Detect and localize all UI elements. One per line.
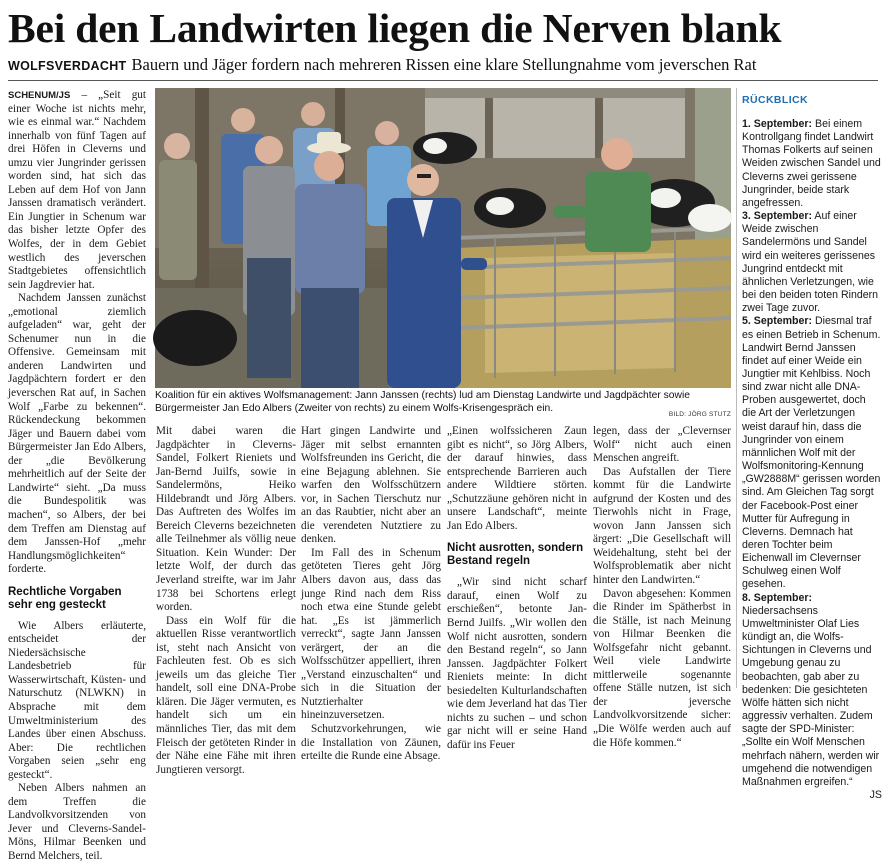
timeline-text: Bei einem Kontrollgang findet Landwirt Thomas Folkerts auf seinen Weiden zwischen Sandel und Cleverns zwei gerissene Jungrinder, beide stark angefressen. (742, 118, 881, 209)
paragraph: „Einen wolfssicheren Zaun gibt es nicht“, so Jörg Albers, der darauf hinwies, dass entsprechende Barrieren auch andere Wildtiere störten. „Schutzzäune gehören nicht in unsere Landschaft“, meinte Jan Edo Albers. (447, 425, 587, 532)
subheadline (8, 55, 878, 77)
timeline-item (742, 118, 882, 210)
paragraph: Im Fall des in Schenum getöteten Tieres geht Jörg Albers davon aus, dass das junge Rind nach dem Riss noch etwa eine Stunde gelebt hat. „Es ist jämmerlich verreckt“, sagte Jann Janssen verärgert, der an die Wolfsschützer appelliert, ihren „Verstand einzuschalten“ und sich in die Situation der Nutztierhalter hineinzuversetzen. (301, 546, 441, 722)
paragraph: Dass ein Wolf für die aktuellen Risse verantwortlich ist, steht nach Ansicht von Fachleuten fest. Ob es sich jeweils um das gleiche Tier handelt, soll eine DNA-Probe klären. Die Jäger vermuten, es handelt sich um ein männliches Tier, das mit dem Fleisch der getöteten Rinder in der Nähe eine Fähe mit ihren Jungtieren versorgt. (156, 614, 296, 776)
paragraph: „Wir sind nicht scharf darauf, einen Wolf zu erschießen“, betonte Jan-Bernd Juilfs. „Wir wollen den Wolf nicht ausrotten, sondern den Bestand regeln“, so Jann Janssen. Jagdpächter Folkert Rieniets meinte: In dicht besiedelten Kulturlandschaften wie dem Jeverland hat das Tier nichts zu suchen – und schon gar nicht will er seine Hand dafür ins Feuer (447, 576, 587, 751)
kicker: WOLFSVERDACHT (8, 59, 127, 73)
article-column-5 (593, 425, 731, 749)
paragraph: Das Aufstallen der Tiere kommt für die Landwirte aufgrund der Kosten und des Tierwohls nicht in Frage, wovon Jann Janssen sich ärgert: „Die Gesellschaft will Weidehaltung, steht bei der Wolfsproblematik aber nicht hinter den Landwirten.“ (593, 465, 731, 587)
paragraph: – „Seit gut einer Woche ist nichts mehr, wie es einmal war.“ Nachdem innerhalb von fünf Tagen auf drei Höfen in Cleverns und umzu vier Jungrinder gerissen worden sind, hat sich das Leben auf dem Hof von Jann Janssen dramatisch verändert. Ein Jungtier in Schenum war das bisher letzte Opfer des Wolfes, der in dem Gebiet westlich des jeverschen Stadtgebietes offensichtlich sein Jagdrevier hat. (8, 89, 146, 291)
header-rule (8, 80, 878, 81)
paragraph: Neben Albers nahmen an dem Treffen die Landvolkvorsitzenden von Jever und Cleverns-Sandel-Möns, Hilmar Beenken und Bernd Melchers, teil. (8, 782, 146, 862)
sidebar-rueckblick (742, 88, 882, 801)
timeline-date: 3. September: (742, 210, 813, 223)
timeline-text: Auf einer Weide zwischen Sandelermöns und Sandel wird ein weiteres gerissenes Jungrind entdeckt mit ähnlichen Verletzungen, wie bei den beiden toten Rindern zwei Tage zuvor. (742, 210, 879, 315)
article-column-2 (156, 425, 296, 776)
timeline-item (742, 592, 882, 789)
photo-caption (155, 390, 731, 422)
article-column-4 (447, 425, 587, 751)
timeline-date: 5. September: (742, 315, 813, 328)
article-photo (155, 88, 731, 388)
paragraph: Hart gingen Landwirte und Jäger mit selbst ernannten Wolfsfreunden ins Gericht, die eine Bejagung ablehnen. Sie warfen den Wolfsschützern vor, in Sachen Tierschutz nur an das Raubtier, nicht aber an die verendeten Nutztiere zu denken. (301, 425, 441, 546)
timeline-item (742, 210, 882, 315)
timeline-date: 8. September: (742, 591, 813, 604)
photo-credit: BILD: JÖRG STUTZ (668, 411, 731, 419)
paragraph: Schutzvorkehrungen, wie die Installation von Zäunen, erteilte die Runde eine Absage. (301, 723, 441, 763)
article-column-3 (301, 425, 441, 763)
column-separator (736, 88, 737, 688)
paragraph: Nachdem Janssen zunächst „emotional ziemlich aufgeladen“ war, geht der Schenumer nun in die Offensive. Gemeinsam mit anderen Landwirten und Jagdpächtern fordert er den jeverschen Rat auf, in Sachen Wolf „Farbe zu bekennen“. Rückendeckung bekommen Jäger und Bauern dabei vom Bürgermeister Jan Edo Albers, der „die Bevölkerung mehrheitlich auf der Seite der Landwirte“ sieht. „Da muss die Bundespolitik was machen“, so Albers, der bei dem Treffen am Dienstag auf dem Janssen-Hof „mehr Handlungsmöglichkeiten“ forderte. (8, 292, 146, 576)
sidebar-timeline (742, 118, 882, 802)
subheadline-text: Bauern und Jäger fordern nach mehreren Rissen eine klare Stellungnahme vom jeverschen Rat (131, 55, 757, 74)
paragraph: Wie Albers erläuterte, entscheidet der Niedersächsische Landesbetrieb für Wasserwirtschaft, Küsten- und Naturschutz (NLWKN) in Absprache mit dem Umweltministerium des Landes über einen Abschuss. Aber: Die rechtlichen Vorgaben seien „sehr eng gesteckt“. (8, 619, 146, 781)
article-column-1 (8, 89, 146, 862)
author-signature: JS (869, 788, 882, 801)
subhead: Rechtliche Vorgaben sehr eng gesteckt (8, 585, 122, 611)
sidebar-title: RÜCKBLICK (742, 94, 809, 106)
paragraph: legen, dass der „Clevernser Wolf“ nicht auch einen Menschen angreift. (593, 425, 731, 465)
headline: Bei den Landwirten liegen die Nerven blank (8, 5, 782, 51)
paragraph: Mit dabei waren die Jagdpächter in Cleverns-Sandel, Folkert Rieniets und Jan-Bernd Juilfs, sowie in Sandelermöns, Heiko Hildebrandt und Jörg Albers. Das Auftreten des Wolfes im Bereich Cleverns bezeichneten alle Teilnehmer als völlig neue Situation. Kein Wunder: Der letzte Wolf, der durch das Jeverland streifte, war im Jahr 1738 bei Schortens erlegt worden. (156, 425, 296, 614)
timeline-text: Diesmal traf es einen Betrieb in Schenum. Landwirt Bernd Janssen findet auf einer Weide ein Jungtier mit Kehlbiss. Noch sind zwar nicht alle DNA-Proben ausgewertet, doch die Art der Verletzungen weist darauf hin, dass die Jungrinder von einem männlichen Wolf mit der Wolfsmonitoring-Kennung „GW2888M“ gerissen worden sind. Am Gleichen Tag sorgt der Facebook-Post einer Mutter für Aufregung in Cleverns. Demnach hat deren Tochter beim Eichenwall im Clevernser Schulweg einen Wolf gesehen. (742, 315, 881, 591)
dateline: SCHENUM/JS (8, 90, 71, 101)
subhead: Nicht ausrotten, sondern Bestand regeln (447, 542, 584, 568)
photo-illustration (155, 88, 731, 388)
photo-caption-text: Koalition für ein aktives Wolfsmanagement: Jann Janssen (rechts) lud am Dienstag Landwirte und Jagdpächter sowie Bürgermeister Jan Edo Albers (Zweiter von rechts) zu einem Wolfs-Krisengespräch ein. (155, 390, 690, 414)
timeline-date: 1. September: (742, 118, 813, 130)
timeline-item (742, 315, 882, 591)
timeline-text: Niedersachsens Umweltminister Olaf Lies kündigt an, die Wolfs-Sichtungen in Cleverns und Umgebung genau zu beobachten, gab aber zu bedenken: Die gesichteten Wölfe hätten sich nicht aggressiv verhalten. Zudem sagte der SPD-Minister: „Sollte ein Wolf Menschen mehrfach nähern, werden wir umgehend die notwendigen Maßnahmen ergreifen.“ (742, 604, 880, 788)
paragraph: Davon abgesehen: Kommen die Rinder im Spätherbst in die Ställe, ist nach Meinung von Hilmar Beenken die Wolfsgefahr nicht gebannt. Weil viele Landwirte mittlerweile sogenannte offene Ställe nutzen, ist sich der jeversche Landvolkvorsitzende sicher: „Die Wölfe werden auch auf die Höfe kommen.“ (593, 587, 731, 749)
